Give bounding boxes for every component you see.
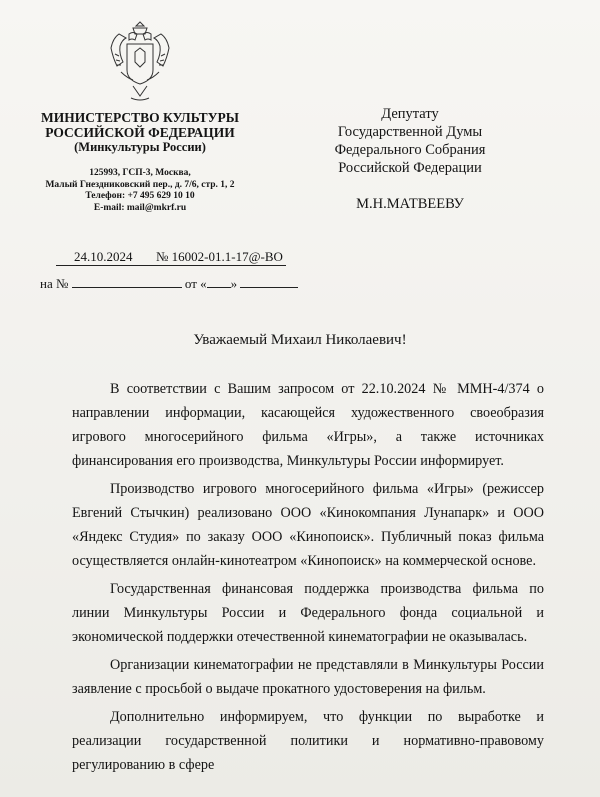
registration-number-wrap (156, 249, 283, 265)
paragraph-1: В соответствии с Вашим запросом от 22.10.2024 № ММН-4/374 о направлении информации, касающейся художественного своеобразия игрового многосерийного фильма «Игры», а также источниках финансирования его производства, Минкультуры России информирует. (72, 381, 544, 469)
from-label: от « (184, 276, 207, 291)
address-line2: Малый Гнездниковский пер., д. 7/6, стр. 1, 2 (45, 179, 235, 190)
reply-label: на № (40, 276, 69, 291)
reply-number-blank (72, 275, 182, 288)
ministry-name (40, 110, 240, 155)
recipient-line4: Российской Федерации (338, 160, 482, 176)
from-close: » (230, 276, 238, 291)
recipient-line3: Федерального Собрания (334, 142, 486, 158)
registration-date: 24.10.2024 (74, 249, 133, 264)
letter-body (72, 377, 544, 781)
ministry-address (40, 168, 240, 214)
reply-reference-line (40, 275, 300, 292)
ministry-name-line1: МИНИСТЕРСТВО КУЛЬТУРЫ (40, 110, 240, 125)
recipient-block (330, 105, 490, 213)
email: E-mail: mail@mkrf.ru (93, 202, 187, 213)
paragraph-5: Дополнительно информируем, что функции по выработке и реализации государственной политики и нормативно-правовому регулированию в сфере (72, 709, 544, 773)
salutation: Уважаемый Михаил Николаевич! (193, 332, 407, 348)
paragraph-2: Производство игрового многосерийного фильма «Игры» (режиссер Евгений Стычкин) реализовано ООО «Кинокомпания Лунапарк» и ООО «Яндекс Студия» по заказу ООО «Кинопоиск». Публичный показ фильма осуществляется онлайн-кинотеатром «Кинопоиск» на коммерческой основе. (72, 481, 544, 569)
ministry-name-line2: РОССИЙСКОЙ ФЕДЕРАЦИИ (45, 125, 235, 140)
paragraph-3: Государственная финансовая поддержка производства фильма по линии Минкультуры России и Федерального фонда социальной и экономической поддержки отечественной кинематографии не оказывалась. (72, 581, 544, 645)
registration-number-label: № (156, 249, 169, 264)
paragraph-4: Организации кинематографии не представляли в Минкультуры России заявление с просьбой о выдаче прокатного удостоверения на фильм. (72, 657, 544, 697)
coat-of-arms-emblem (107, 14, 173, 104)
from-month-blank (240, 275, 298, 288)
registration-number: 16002-01.1-17@-ВО (171, 249, 283, 264)
from-day-blank (207, 275, 231, 288)
registration-line (56, 249, 286, 266)
recipient-name: М.Н.МАТВЕЕВУ (356, 196, 464, 212)
recipient-line1: Депутату (381, 106, 439, 122)
recipient-line2: Государственной Думы (337, 124, 483, 140)
address-line1: 125993, ГСП-3, Москва, (89, 168, 191, 178)
ministry-short-name: (Минкультуры России) (74, 140, 206, 154)
phone: Телефон: +7 495 629 10 10 (85, 191, 195, 201)
